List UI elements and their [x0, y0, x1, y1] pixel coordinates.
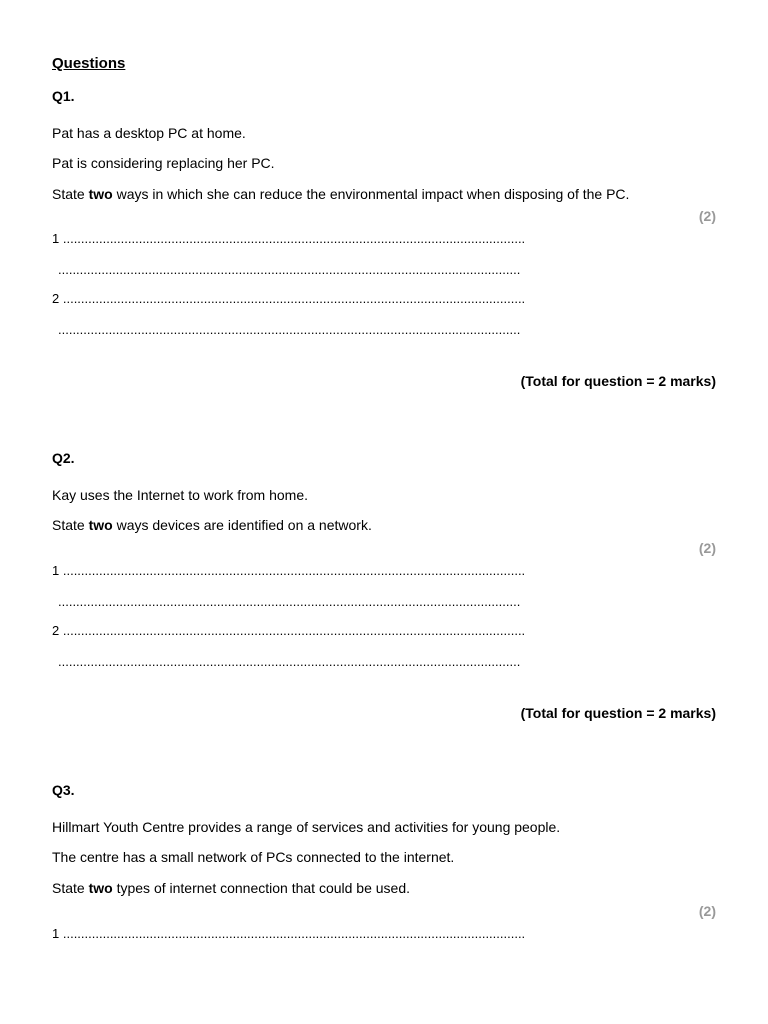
question-3-instruction	[52, 880, 410, 896]
question-1-total: (Total for question = 2 marks)	[520, 373, 716, 389]
instruction-rest: types of internet connection that could be used.	[112, 880, 411, 896]
question-1-answer-line-2b[interactable]: ................................................................................................................................	[58, 322, 521, 337]
question-3-number: Q3.	[52, 782, 75, 798]
instruction-rest: ways in which she can reduce the environmental impact when disposing of the PC.	[112, 186, 630, 202]
answer-number: 2	[52, 291, 60, 306]
question-3-text-line-1: Hillmart Youth Centre provides a range of services and activities for young people.	[52, 819, 561, 835]
page-heading: Questions	[52, 55, 126, 72]
question-1-text-line-1: Pat has a desktop PC at home.	[52, 125, 246, 141]
answer-dots: ................................................................................................................................	[62, 623, 526, 638]
question-1-marks: (2)	[698, 208, 716, 224]
instruction-prefix: State	[52, 186, 89, 202]
answer-number: 1	[52, 563, 60, 578]
answer-number: 2	[52, 623, 60, 638]
instruction-emphasis: two	[88, 880, 113, 896]
instruction-prefix: State	[52, 880, 89, 896]
question-1-answer-line-1b[interactable]: ................................................................................................................................	[58, 262, 521, 277]
answer-number: 1	[52, 231, 60, 246]
answer-number: 1	[52, 926, 60, 941]
question-2-total: (Total for question = 2 marks)	[520, 705, 716, 721]
question-3-answer-line-1[interactable]	[52, 926, 525, 941]
question-2-answer-line-1b[interactable]: ................................................................................................................................	[58, 594, 521, 609]
instruction-rest: ways devices are identified on a network.	[112, 517, 372, 533]
question-2-instruction	[52, 517, 372, 533]
question-3-text-line-2: The centre has a small network of PCs connected to the internet.	[52, 849, 455, 865]
question-2-text-line-1: Kay uses the Internet to work from home.	[52, 487, 309, 503]
question-3-marks: (2)	[698, 903, 716, 919]
answer-dots: ................................................................................................................................	[62, 563, 526, 578]
question-1-number: Q1.	[52, 88, 75, 104]
answer-dots: ................................................................................................................................	[62, 291, 526, 306]
question-2-marks: (2)	[698, 540, 716, 556]
question-1-answer-line-1[interactable]	[52, 231, 525, 246]
instruction-emphasis: two	[88, 517, 113, 533]
question-2-answer-line-1[interactable]	[52, 563, 525, 578]
question-2-answer-line-2b[interactable]: ................................................................................................................................	[58, 654, 521, 669]
answer-dots: ................................................................................................................................	[62, 231, 526, 246]
question-1-instruction	[52, 186, 629, 202]
question-1-answer-line-2[interactable]	[52, 291, 525, 306]
answer-dots: ................................................................................................................................	[62, 926, 526, 941]
question-2-number: Q2.	[52, 450, 75, 466]
question-1-text-line-2: Pat is considering replacing her PC.	[52, 155, 275, 171]
question-2-answer-line-2[interactable]	[52, 623, 525, 638]
instruction-emphasis: two	[88, 186, 113, 202]
instruction-prefix: State	[52, 517, 89, 533]
